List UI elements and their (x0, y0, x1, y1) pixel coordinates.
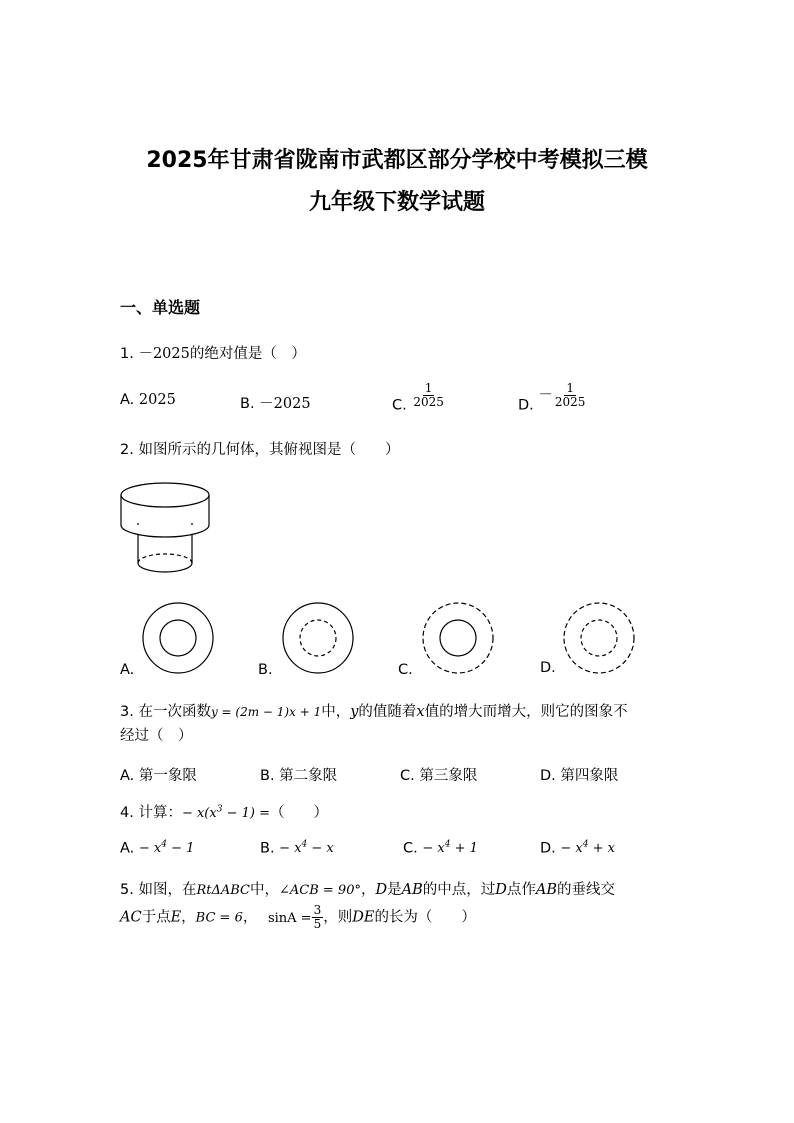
page-title: 2025年甘肃省陇南市武都区部分学校中考模拟三模 (146, 148, 648, 173)
question-5: 5. 如图，在RtΔABC中，∠ACB = 90°，D是AB的中点，过D点作AB的垂线交 (120, 882, 616, 898)
question-number: 4. (120, 805, 134, 821)
q1-option-a[interactable]: A. 2025 (120, 392, 176, 408)
q4-formula: − $x(x^3 - 1)$ = (181, 804, 270, 821)
q4-option-b[interactable]: B. − $x^4 - x$ (260, 840, 334, 857)
question-number: 1. (120, 346, 134, 362)
q4-option-a[interactable]: A. − $x^4 - 1$ (120, 840, 195, 857)
q4-option-d[interactable]: D. − $x^4 + x$ (540, 840, 615, 857)
q1-value: －2025 (138, 346, 190, 362)
option-d-figure (561, 600, 637, 676)
question-3: 3. 在一次函数y = (2m − 1)x + 1中，y的值随着x值的增大而增大，则它的图象不 (120, 704, 628, 720)
q3-option-c[interactable]: C. 第三象限 (400, 768, 478, 784)
question-number: 2. (120, 442, 134, 458)
question-text: 的绝对值是（ ） (189, 346, 306, 362)
q2-option-a[interactable]: A. (120, 662, 135, 678)
page-subtitle: 九年级下数学试题 (308, 190, 485, 215)
option-b-figure (280, 600, 356, 676)
q3-option-b[interactable]: B. 第二象限 (260, 768, 338, 784)
question-text: 如图所示的几何体，其俯视图是（ ） (138, 442, 400, 458)
question-number: 5. (120, 882, 134, 898)
question-1 (120, 342, 306, 363)
solid-figure (110, 475, 220, 580)
section-heading: 一、单选题 (120, 298, 201, 317)
q4-option-c[interactable]: C. − $x^4 + 1$ (403, 840, 478, 857)
question-5-line2: AC于点E，BC = 6， sinA = $\frac{3}{5}$ ，则DE的长为（ ） (120, 903, 476, 931)
q2-option-d[interactable]: D. (540, 660, 556, 676)
q1-option-d[interactable]: D. － $\frac{1}{2025}$ (518, 381, 586, 414)
option-a-figure (140, 600, 216, 676)
q2-option-c[interactable]: C. (398, 662, 413, 678)
q3-formula: y = (2m − 1)x + 1 (210, 705, 322, 719)
option-c-figure (420, 600, 496, 676)
q1-option-b[interactable]: B. －2025 (240, 396, 311, 412)
q3-option-d[interactable]: D. 第四象限 (540, 768, 619, 784)
q2-option-b[interactable]: B. (258, 662, 273, 678)
question-number: 3. (120, 704, 134, 720)
question-2 (120, 438, 399, 459)
fraction: $\frac{1}{2025}$ (554, 381, 586, 409)
q1-option-c[interactable]: C. $\frac{1}{2025}$ (392, 381, 444, 414)
question-4: 4. 计算：− $x(x^3 - 1)$ =（ ） (120, 804, 328, 821)
question-3-line2: 经过（ ） (120, 728, 193, 744)
q3-option-a[interactable]: A. 第一象限 (120, 768, 197, 784)
fraction: $\frac{1}{2025}$ (413, 381, 444, 409)
fraction: $\frac{3}{5}$ (313, 903, 322, 931)
